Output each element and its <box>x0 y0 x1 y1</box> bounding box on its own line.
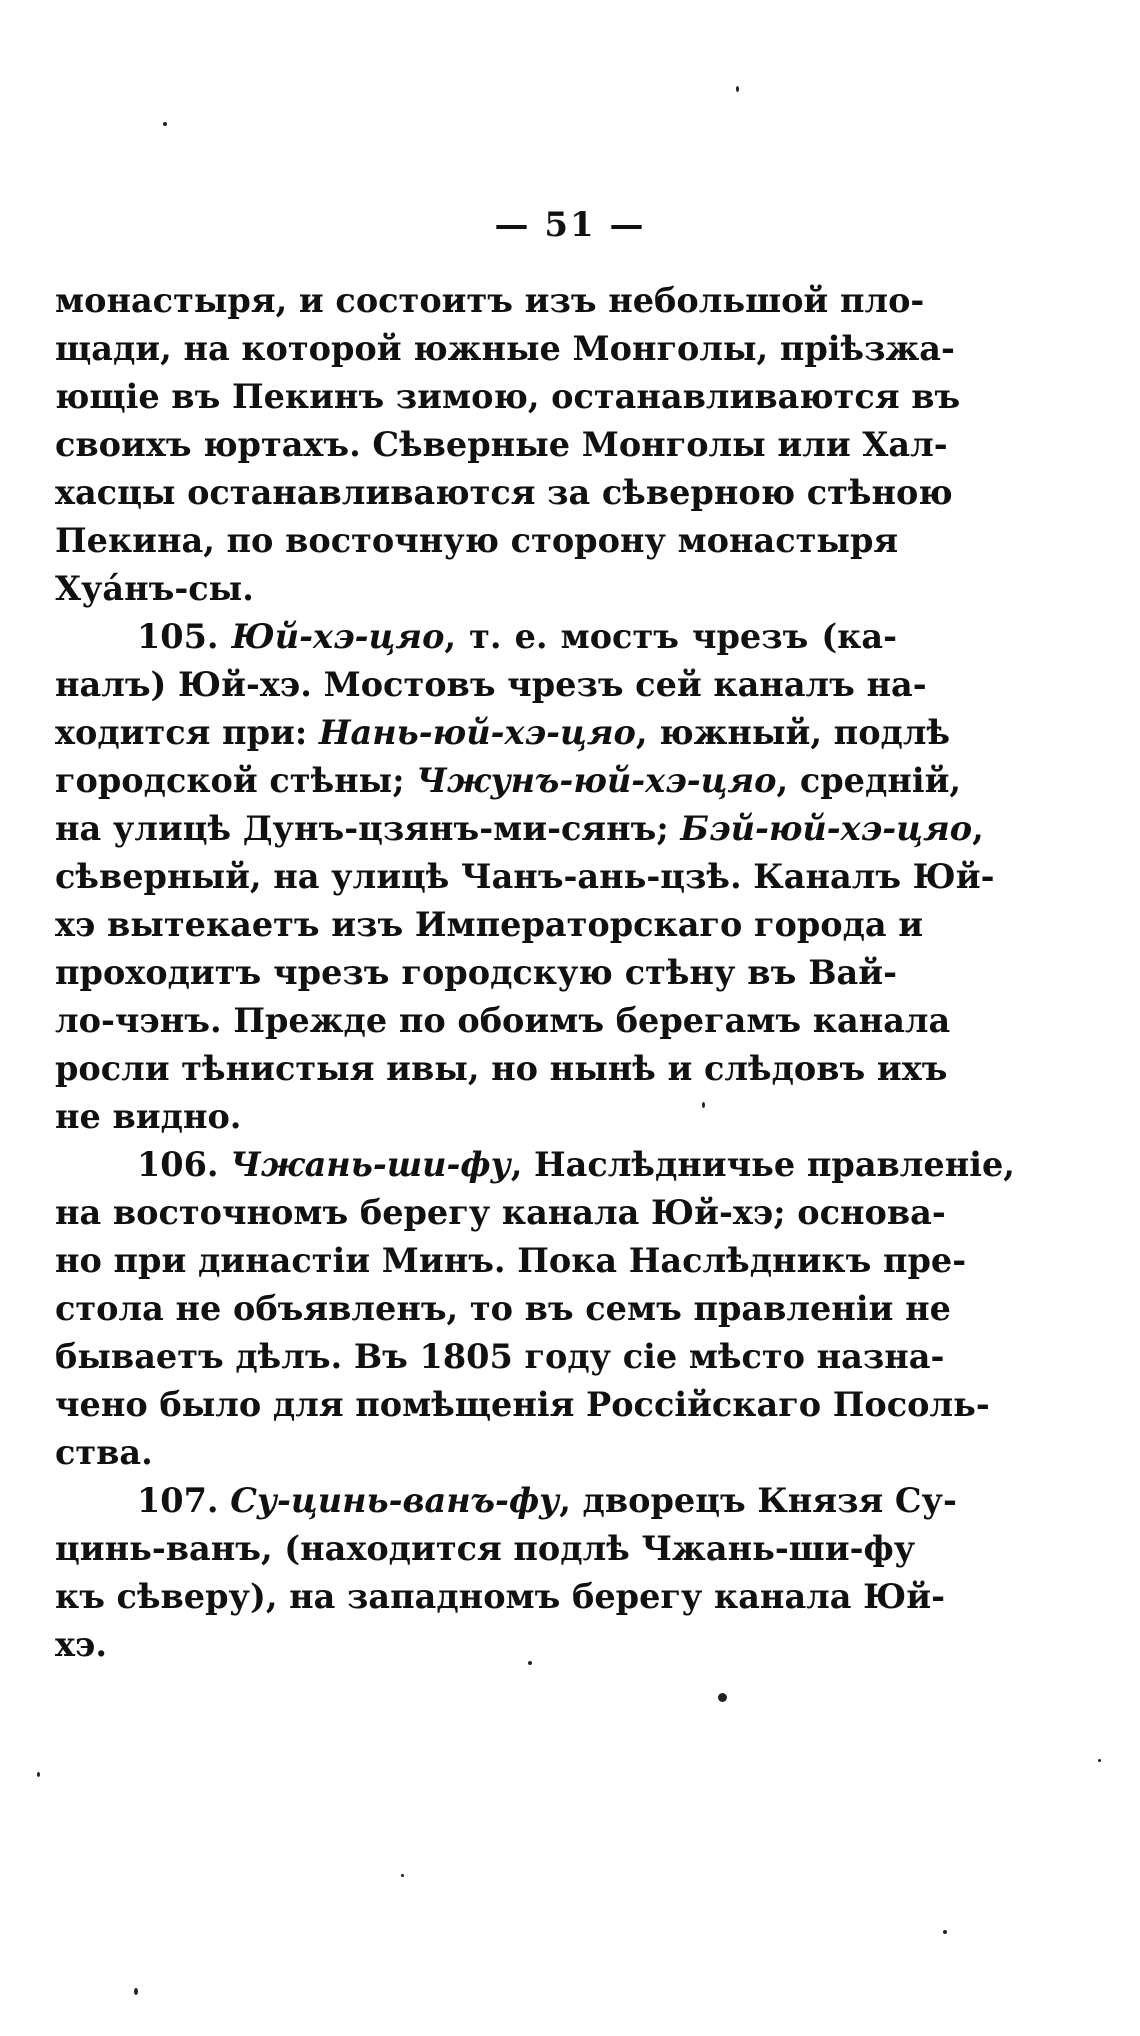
scan-speck <box>37 1772 40 1777</box>
text-line <box>55 277 925 325</box>
paragraph <box>55 1141 1015 1477</box>
text-line <box>55 853 995 901</box>
text-run: налъ) Юй-хэ. Мостовъ чрезъ сей каналъ на- <box>55 665 927 704</box>
text-run: щади, на которой южные Монголы, прiѣзжа- <box>55 329 955 368</box>
text-run: , т. е. мостъ чрезъ (ка- <box>444 617 897 656</box>
text-line <box>55 1573 946 1621</box>
scan-speck <box>736 86 739 92</box>
text-run: , <box>972 809 984 848</box>
text-run: къ сѣверу), на западномъ берегу канала Юй- <box>55 1577 946 1616</box>
text-run: ющiе въ Пекинъ зимою, останавливаются въ <box>55 377 961 416</box>
text-line <box>55 757 962 805</box>
text-line <box>55 805 984 853</box>
text-line <box>55 1525 916 1573</box>
text-run: городской стѣны; <box>55 761 417 800</box>
text-run: цинь-ванъ, (находится подлѣ Чжань-ши-фу <box>55 1529 916 1568</box>
text-run: ства. <box>55 1433 153 1472</box>
text-run: монастыря, и состоитъ изъ небольшой пло- <box>55 281 925 320</box>
text-line <box>55 1477 957 1525</box>
scan-speck <box>163 122 167 126</box>
text-run: Пекина, по восточную сторону монастыря <box>55 521 899 560</box>
page-number: — 51 — <box>494 205 646 245</box>
text-run: ло-чэнъ. Прежде по обоимъ берегамъ канала <box>55 1001 951 1040</box>
text-line <box>55 997 951 1045</box>
scan-speck <box>718 1693 727 1702</box>
scan-speck <box>134 1988 138 1995</box>
text-run: росли тѣнистыя ивы, но нынѣ и слѣдовъ ихъ <box>55 1049 948 1088</box>
text-line <box>55 1093 897 1141</box>
text-run: стола не объявленъ, то въ семъ правленiи не <box>55 1289 951 1328</box>
italic-name: Бэй-юй-хэ-цяо <box>680 809 973 848</box>
text-run: проходитъ чрезъ городскую стѣну въ Вай- <box>55 953 897 992</box>
text-run: ходится при: <box>55 713 319 752</box>
text-line <box>55 565 897 613</box>
text-run: 107. <box>137 1481 231 1520</box>
text-line <box>55 709 951 757</box>
italic-name: Юй-хэ-цяо <box>231 617 445 656</box>
text-run: 105. <box>137 617 232 656</box>
text-line <box>55 1285 951 1333</box>
scan-speck <box>702 1102 705 1108</box>
text-line <box>55 949 897 997</box>
text-line <box>55 373 961 421</box>
text-run: , среднiй, <box>776 761 962 800</box>
text-line <box>55 421 948 469</box>
italic-name: Чжунъ-юй-хэ-цяо <box>416 761 777 800</box>
text-line <box>55 469 953 517</box>
text-line <box>55 1141 1015 1189</box>
text-run: хэ. <box>55 1625 108 1664</box>
body-text <box>55 277 1015 1669</box>
text-line <box>55 1189 946 1237</box>
text-line <box>55 1045 948 1093</box>
text-line <box>55 517 897 565</box>
text-run: , Наслѣдничье правленiе, <box>510 1145 1015 1184</box>
scan-speck <box>1098 1759 1101 1762</box>
text-run: хэ вытекаетъ изъ Императорскаго города и <box>55 905 924 944</box>
text-run: чено было для помѣщенiя Россiйскаго Посоль- <box>55 1385 990 1424</box>
text-line <box>55 613 897 661</box>
scan-speck <box>943 1930 947 1934</box>
italic-name: Нань-юй-хэ-цяо <box>318 713 636 752</box>
text-run: но при династiи Минъ. Пока Наслѣдникъ пре- <box>55 1241 967 1280</box>
text-run: сѣверный, на улицѣ Чанъ-ань-цзѣ. Каналъ Юй- <box>55 857 995 896</box>
paragraph <box>55 613 995 1141</box>
italic-name: Чжань-ши-фу <box>230 1145 511 1184</box>
text-run: на улицѣ Дунъ-цзянъ-ми-сянъ; <box>55 809 681 848</box>
text-line <box>55 901 924 949</box>
text-line <box>55 1237 967 1285</box>
text-line <box>55 1429 897 1477</box>
text-line <box>55 1381 990 1429</box>
text-run: , дворецъ Князя Су- <box>559 1481 957 1520</box>
text-run: не видно. <box>55 1097 242 1136</box>
text-run: своихъ юртахъ. Сѣверные Монголы или Хал- <box>55 425 948 464</box>
paragraph <box>55 277 961 613</box>
text-run: хасцы останавливаются за сѣверною стѣною <box>55 473 953 512</box>
italic-name: Су-цинь-ванъ-фу <box>230 1481 560 1520</box>
text-run: Хуа́нъ-сы. <box>55 569 254 608</box>
text-line <box>55 661 927 709</box>
paragraph <box>55 1477 957 1669</box>
text-run: 106. <box>137 1145 231 1184</box>
text-run: , южный, подлѣ <box>635 713 951 752</box>
text-line <box>55 1621 897 1669</box>
scan-speck <box>528 1661 532 1665</box>
text-line <box>55 325 955 373</box>
text-line <box>55 1333 945 1381</box>
text-run: бываетъ дѣлъ. Въ 1805 году сiе мѣсто назна- <box>55 1337 945 1376</box>
scan-speck <box>401 1874 404 1877</box>
text-run: на восточномъ берегу канала Юй-хэ; основа- <box>55 1193 946 1232</box>
